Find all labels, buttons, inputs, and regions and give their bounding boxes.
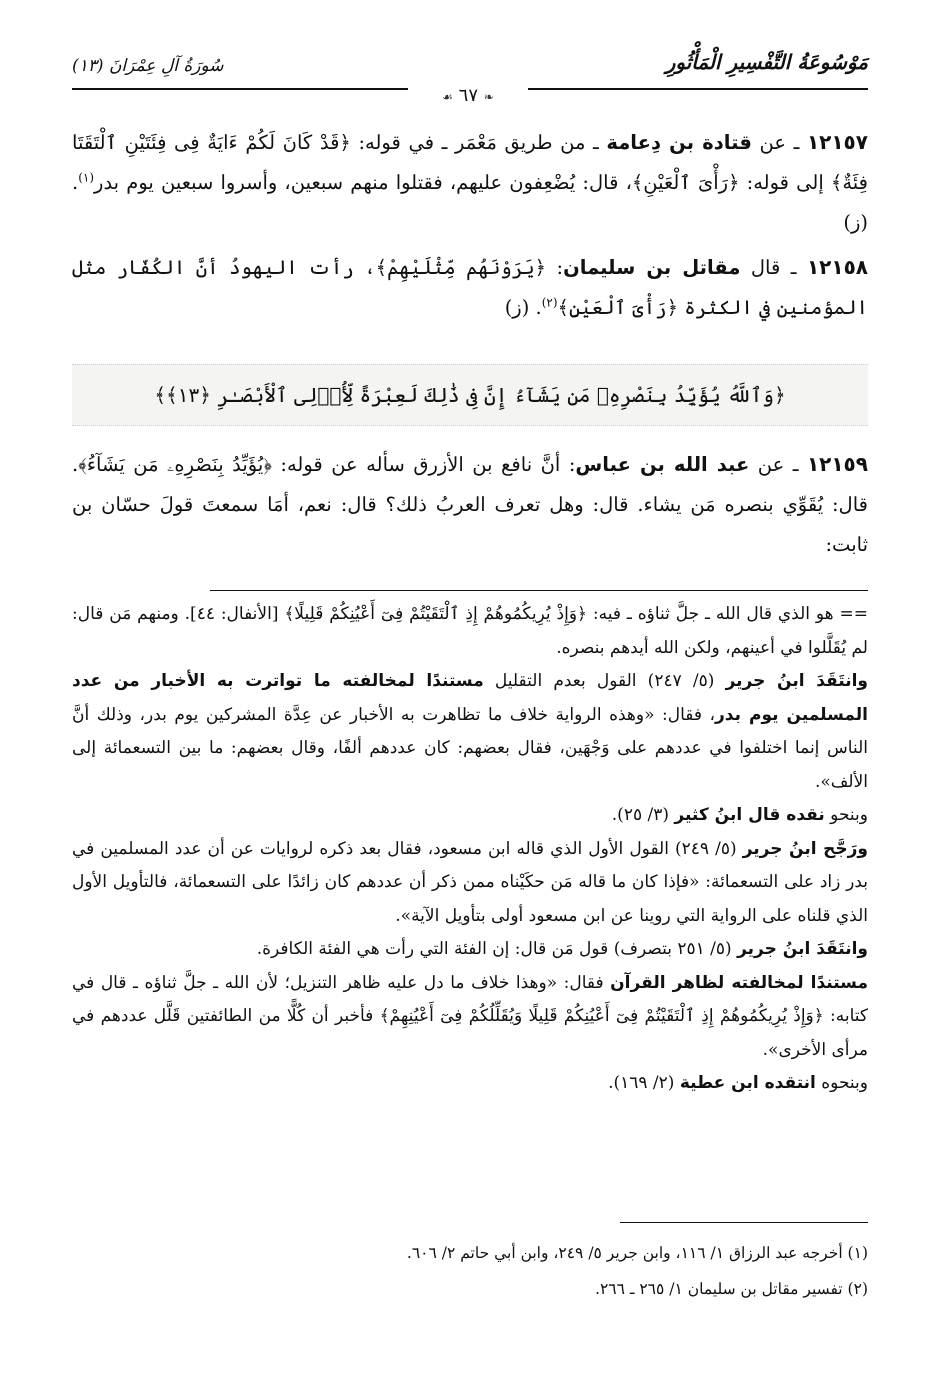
narration-tail: . (ز) xyxy=(72,171,868,234)
footnote-ref[interactable]: (٢) xyxy=(541,295,558,310)
page-number-ornament xyxy=(408,84,528,108)
narration-text: : ﴿يَرَوْنَهُم مِّثْلَيْهِمْ﴾، رأت اليهودُ أنَّ الكُفّار مثل المؤمنين في الكثرة ﴿رَأْىَ ٱلْعَيْنِ﴾ xyxy=(72,256,868,319)
commentary-text: وبنحوه xyxy=(815,1073,868,1093)
narration-text: ـ من طريق مَعْمَر ـ في قوله: ﴿قَدْ كَانَ لَكُمْ ءَايَةٌ فِى فِئَتَيْنِ ٱلْتَقَتَا فِئَةٌ﴾ إلى قوله: ﴿رَأْىَ ٱلْعَيْنِ﴾، قال: يُضْعِفون عليهم، فقتلوا منهم سبعين، وأسروا سبعين يوم بدر xyxy=(72,131,868,194)
commentary-bold: وانتَقَدَ ابنُ جرير xyxy=(725,671,869,691)
main-text-2 xyxy=(72,444,868,565)
footnotes xyxy=(72,1236,868,1308)
commentary-bold: ورَجَّح ابنُ جرير xyxy=(742,838,868,859)
commentary-text: فقال: «وهذا خلاف ما دل عليه ظاهر التنزيل؛ لأن الله ـ جلَّ ثناؤه ـ قال في كتابه: ﴿وَإِذْ يُرِيكُمُوهُمْ إِذِ ٱلْتَقَيْتُمْ فِىٓ أَعْيُنِكُمْ قَلِيلًا وَيُقَلِّلُكُمْ فِىٓ أَعْيُنِهِمْ﴾ فأخبر أن كُلًّا من الطائفتين قَلَّل عددهم في مرأى الأخرى». xyxy=(72,972,868,1060)
commentary-text: (٣/ ٢٥). xyxy=(611,805,675,825)
commentary-line: == هو الذي قال الله ـ جلَّ ثناؤه ـ فيه: ﴿وَإِذْ يُرِيكُمُوهُمْ إِذِ ٱلْتَقَيْتُمْ فِىٓ أَعْيُنِكُمْ قَلِيلًا﴾ [الأنفال: ٤٤]. ومنهم مَن قال: لم يُقَلَّلوا في أعينهم، ولكن الله أيدهم بنصره. xyxy=(72,604,868,658)
footnote: (٢) تفسير مقاتل بن سليمان ١/ ٢٦٥ ـ ٢٦٦. xyxy=(595,1280,868,1298)
surah-name: سُورَةُ آلِ عِمْرَانَ (١٣) xyxy=(72,56,224,76)
running-header xyxy=(72,50,868,84)
commentary-line xyxy=(72,665,868,799)
commentary-line xyxy=(72,1067,868,1101)
commentary-separator xyxy=(210,590,868,591)
quran-verse-box xyxy=(72,364,868,426)
commentary-text: ، فقال: «وهذه الرواية خلاف ما تظاهرت به الأخبار عن عِدَّة المشركين يوم بدر، وذلك أنَّ الناس إنما اختلفوا في عددهم على وَجْهَين، فقال بعضهم: كان عددهم ألفًا، وقال بعضهم: ما بين التسعمائة إلى الألف». xyxy=(72,704,868,792)
commentary-bold: مستندًا لمخالفته ما تواترت به الأخبار من عدد المسلمين يوم بدر xyxy=(72,671,868,725)
footnote-separator xyxy=(620,1222,868,1223)
commentary-bold: نقده قال ابنُ كثير xyxy=(674,805,825,825)
narration-number: ١٢١٥٧ xyxy=(806,130,868,154)
narration-number: ١٢١٥٨ xyxy=(806,255,868,279)
footnote: (١) أخرجه عبد الرزاق ١/ ١١٦، وابن جرير ٥/ ٢٤٩، وابن أبي حاتم ٢/ ٦٠٦. xyxy=(406,1244,868,1262)
commentary-text: (٢/ ١٦٩). xyxy=(608,1073,680,1093)
footnote-ref[interactable]: (١) xyxy=(78,170,95,185)
commentary-text: وبنحو xyxy=(824,805,868,825)
commentary-text: (٥/ ٢٤٩) القول الأول الذي قاله ابن مسعود، فقال بعد ذكره لروايات عن أن عدد المسلمين في بدر زاد على التسعمائة: «فإذا كان ما قاله مَن حكَيْناه ممن ذكر أن عددهم كان زائدًا على التسعمائة، فالتأويل الأول الذي قلناه على الرواية التي روينا عن ابن مسعود أولى بتأويل الآية». xyxy=(72,838,868,926)
narration-12159 xyxy=(72,444,868,565)
narration-12157 xyxy=(72,122,868,243)
narrator-name: عبد الله بن عباس xyxy=(575,453,750,476)
narration-connector: ـ قال xyxy=(740,256,807,279)
quran-verse: ﴿وَٱللَّهُ يُؤَيِّدُ بِنَصْرِهِۦ مَن يَشَآءُ إِنَّ فِى ذَٰلِكَ لَعِبْرَةً لِّأُو۟لِى ٱلْأَبْصَـٰرِ ﴿١٣﴾﴾ xyxy=(154,383,786,407)
commentary-line xyxy=(72,833,868,934)
narration-number: ١٢١٥٩ xyxy=(806,452,868,476)
narration-connector: ـ عن xyxy=(751,131,807,154)
page-number: ٦٧ xyxy=(458,85,479,106)
commentary-bold: مستندًا لمخالفته لظاهر القرآن xyxy=(610,972,869,993)
commentary-line xyxy=(72,933,868,967)
commentary-text: (٥/ ٢٤٧) القول بعدم التقليل xyxy=(483,671,726,691)
commentary-line xyxy=(72,967,868,1068)
commentary xyxy=(72,598,868,1101)
commentary-bold: وانتَقَدَ ابنُ جرير xyxy=(737,939,868,959)
narration-tail: . (ز) xyxy=(504,296,542,319)
main-text xyxy=(72,122,868,332)
narration-text: : أنَّ نافع بن الأزرق سأله عن قوله: ﴿يُؤَيِّدُ بِنَصْرِهِۦ مَن يَشَآءُ﴾. قال: يُقَوِّي بنصره مَن يشاء. قال: وهل تعرف العربُ ذلك؟ قال: نعم، أمَا سمعتَ قولَ حسّان بن ثابت: xyxy=(72,453,868,556)
ornament-icon: ❧ xyxy=(483,90,494,104)
commentary-text: (٥/ ٢٥١ بتصرف) قول مَن قال: إن الفئة التي رأت هي الفئة الكافرة. xyxy=(256,939,738,959)
book-title: مَوْسُوعَةُ التَّفْسِيرِ الْمَأْثُورِ xyxy=(665,50,868,74)
commentary-bold: انتقده ابن عطية xyxy=(679,1073,816,1093)
narrator-name: قتادة بن دِعامة xyxy=(606,131,752,154)
ornament-icon: ☙ xyxy=(442,90,453,104)
narration-connector: ـ عن xyxy=(749,453,807,476)
narration-12158 xyxy=(72,247,868,328)
narrator-name: مقاتل بن سليمان xyxy=(563,256,741,279)
commentary-line xyxy=(72,799,868,833)
